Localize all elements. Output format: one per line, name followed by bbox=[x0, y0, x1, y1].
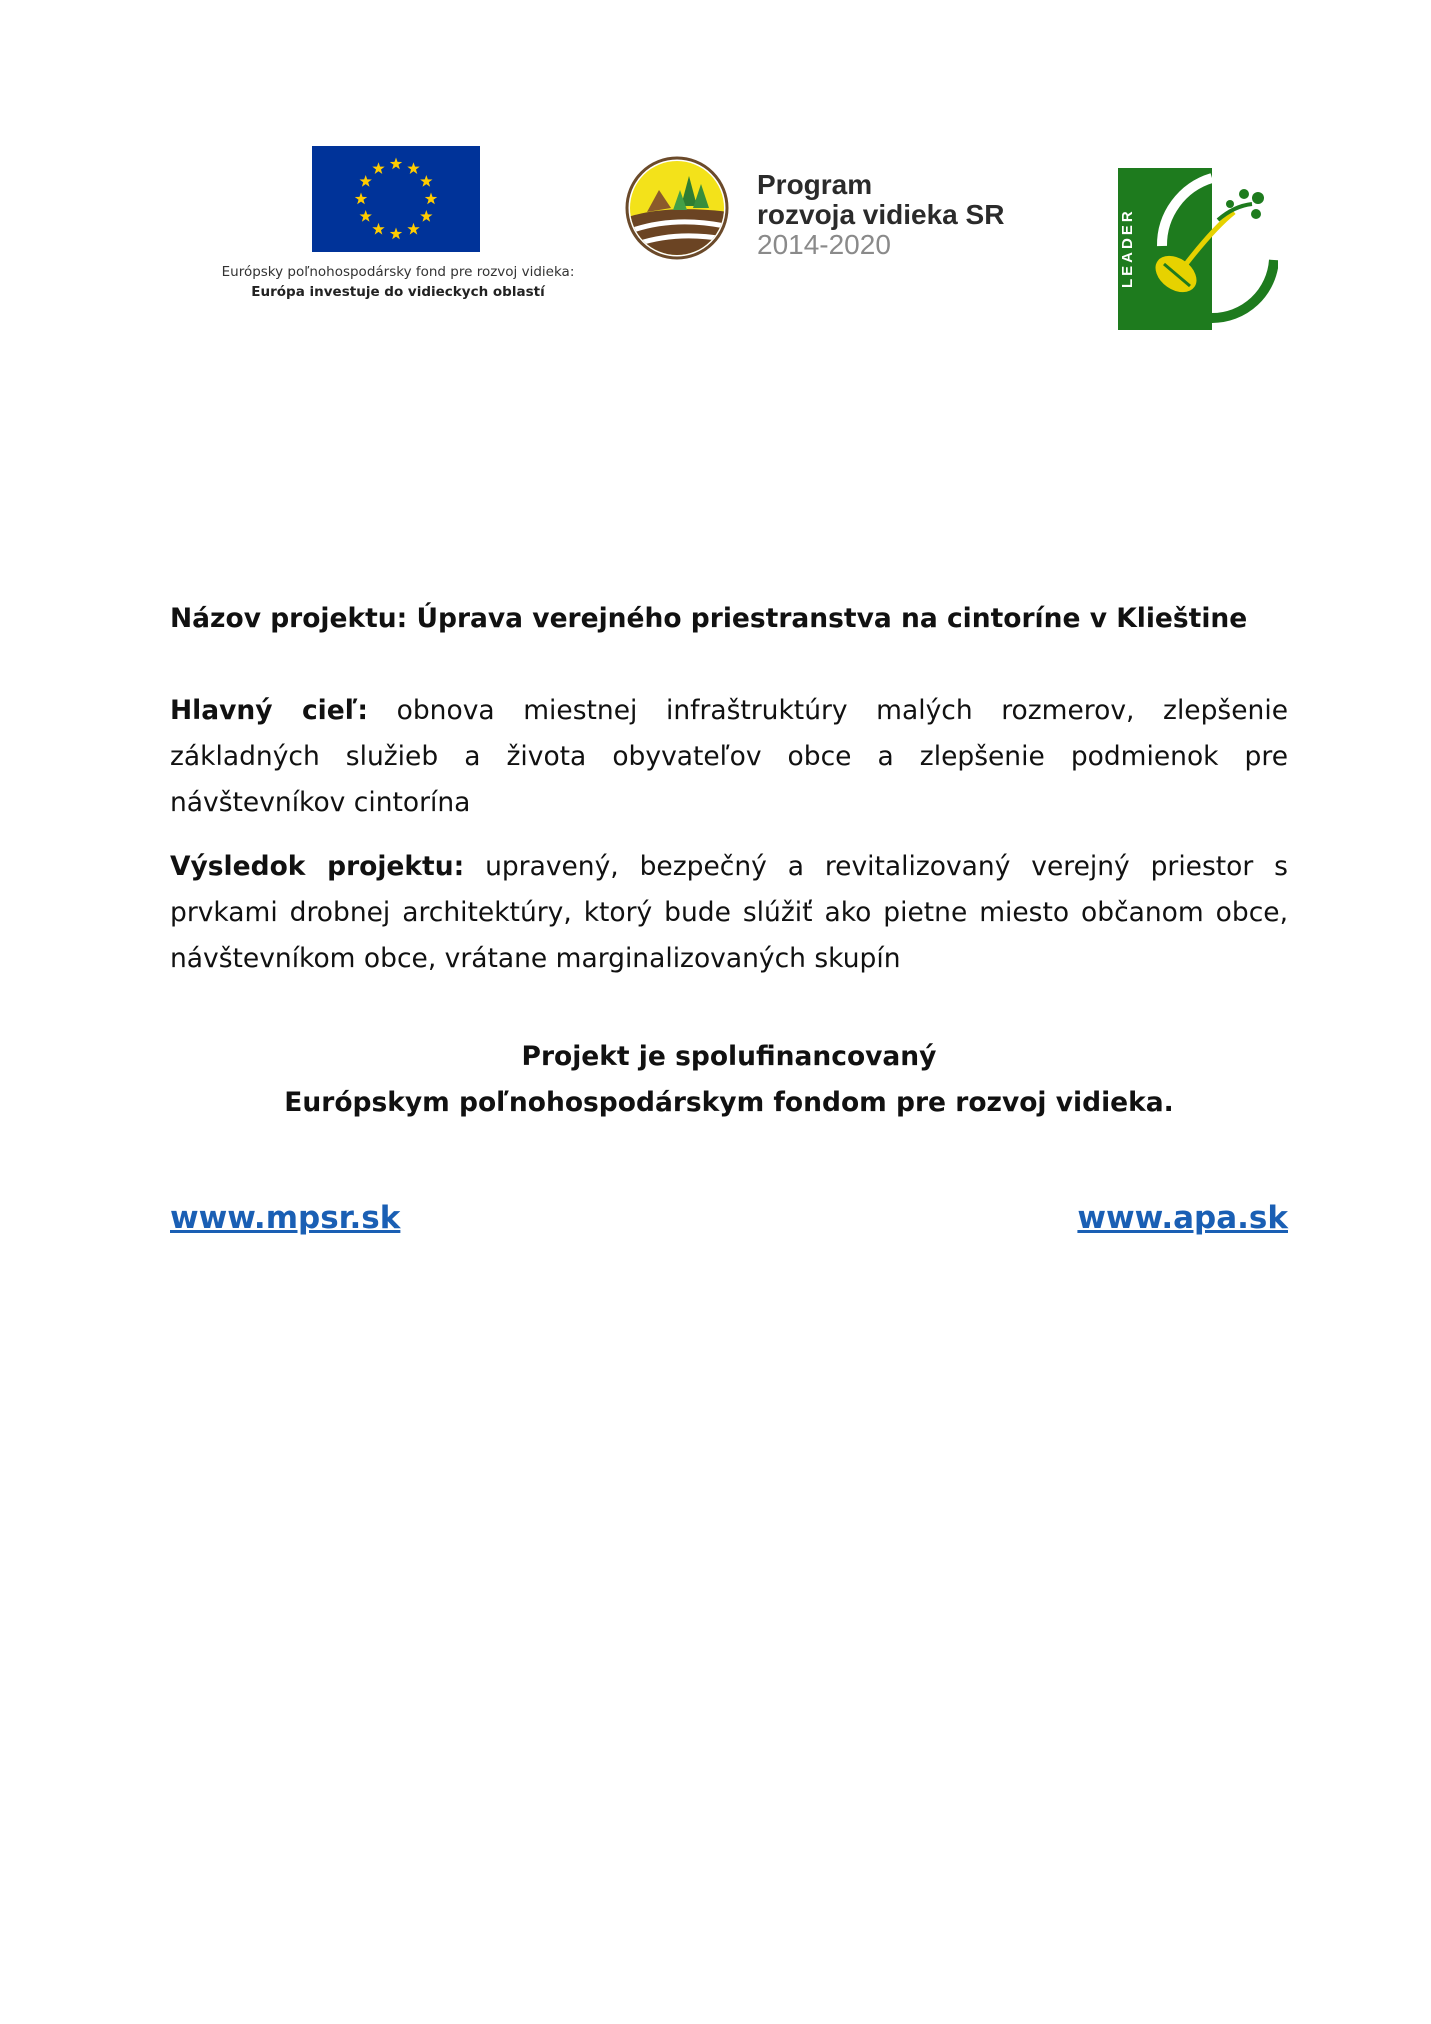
prv-logo-text bbox=[757, 170, 1004, 260]
eu-caption-line2: Európa investuje do vidieckych oblastí bbox=[251, 284, 545, 300]
eu-star-icon bbox=[407, 162, 419, 174]
financing-note bbox=[170, 1034, 1288, 1126]
project-result bbox=[170, 844, 1288, 982]
eu-caption-line1: Európsky poľnohospodársky fond pre rozvoj vidieka: bbox=[221, 264, 575, 280]
goal-label: Hlavný cieľ: bbox=[170, 695, 369, 726]
mpsr-link[interactable]: www.mpsr.sk bbox=[170, 1200, 401, 1236]
eu-stars-icon bbox=[312, 146, 480, 252]
financing-line1: Projekt je spolufinancovaný bbox=[521, 1041, 937, 1072]
eu-star-icon bbox=[390, 158, 402, 170]
eu-star-icon bbox=[372, 162, 384, 174]
goal-text: obnova miestnej infraštruktúry malých rozmerov, zlepšenie základných služieb a života obyvateľov obce a zlepšenie podmienok pre návštevníkov cintorína bbox=[170, 695, 1289, 818]
apa-link[interactable]: www.apa.sk bbox=[1077, 1200, 1288, 1236]
prv-emblem-icon bbox=[625, 156, 729, 260]
eu-star-icon bbox=[390, 228, 402, 240]
prv-years: 2014-2020 bbox=[757, 229, 891, 260]
leader-label: LEADER bbox=[1119, 208, 1136, 288]
eu-star-icon bbox=[372, 223, 384, 235]
project-title: Názov projektu: Úprava verejného priestranstva na cintoríne v Klieštine bbox=[170, 603, 1248, 634]
links-row bbox=[170, 1200, 1288, 1250]
eu-star-icon bbox=[420, 175, 432, 187]
result-text: upravený, bezpečný a revitalizovaný verejný priestor s prvkami drobnej architektúry, ktorý bude slúžiť ako pietne miesto občanom obce, návštevníkom obce, vrátane marginalizovaných skupín bbox=[170, 851, 1288, 974]
eu-star-icon bbox=[420, 210, 432, 222]
prv-logo-block bbox=[625, 150, 1055, 260]
prv-line2: rozvoja vidieka SR bbox=[757, 199, 1005, 230]
eu-star-icon bbox=[355, 193, 367, 205]
project-goal bbox=[170, 688, 1288, 826]
eu-star-icon bbox=[407, 223, 419, 235]
eu-star-icon bbox=[360, 210, 372, 222]
financing-line2: Európskym poľnohospodárskym fondom pre rozvoj vidieka. bbox=[284, 1087, 1174, 1118]
leader-logo-icon bbox=[1118, 168, 1278, 330]
project-content bbox=[170, 596, 1288, 1126]
prv-line1: Program bbox=[757, 169, 873, 200]
eu-star-icon bbox=[360, 175, 372, 187]
eu-caption bbox=[188, 262, 608, 302]
eu-star-icon bbox=[425, 193, 437, 205]
result-label: Výsledok projektu: bbox=[170, 851, 465, 882]
eu-flag-icon bbox=[312, 146, 480, 252]
